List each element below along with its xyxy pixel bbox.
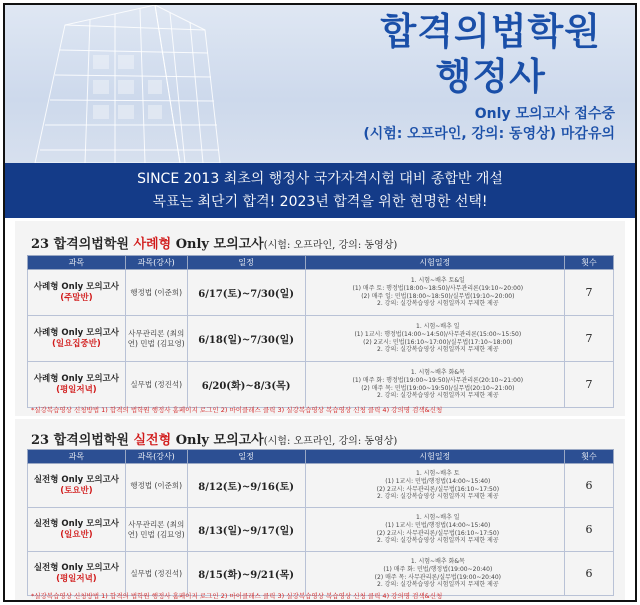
hero-subtitle-1: Only 모의고사 접수중 xyxy=(474,106,615,122)
detail-cell xyxy=(305,464,564,508)
table-row xyxy=(28,552,614,596)
hero-title-line1: 합격의법학원 xyxy=(380,10,601,53)
course-cell xyxy=(28,270,126,316)
subject-cell: 실무법 (정진석) xyxy=(125,362,187,408)
slogan-line-1: SINCE 2013 최초의 행정사 국가자격시험 대비 종합반 개설 xyxy=(137,171,503,187)
period-cell: 6/20(화)~8/3(목) xyxy=(187,362,305,408)
column-header: 횟수 xyxy=(565,450,614,464)
count-cell: 7 xyxy=(565,316,614,362)
column-header: 과목 xyxy=(28,450,126,464)
period-cell: 8/12(토)~9/16(토) xyxy=(187,464,305,508)
table-header-row xyxy=(28,450,614,464)
hero-banner xyxy=(5,5,635,163)
detail-cell xyxy=(305,362,564,408)
count-cell: 6 xyxy=(565,508,614,552)
subject-cell: 사무관리론 (최의연) 민법 (김묘영) xyxy=(125,508,187,552)
detail-line: 1. 시험~배추 토 xyxy=(416,470,460,478)
table-row xyxy=(28,464,614,508)
section-title-prefix: 23 합격의법학원 xyxy=(31,237,134,252)
count-cell: 7 xyxy=(565,270,614,316)
detail-line: 1. 시험~배추 토&일 xyxy=(410,277,465,285)
period-cell: 8/13(일)~9/17(일) xyxy=(187,508,305,552)
course-tag: (평일저녁) xyxy=(56,384,97,395)
detail-line: (2) 2교시: 민법(16:10~17:00)/실무법(17:10~18:00) xyxy=(363,338,513,346)
section-title-note: (시험: 오프라인, 강의: 동영상) xyxy=(263,240,398,251)
hero-title-line2: 행정사 xyxy=(435,55,546,98)
course-tag: (일요집중반) xyxy=(51,338,101,349)
detail-cell xyxy=(305,552,564,596)
course-tag: (토요반) xyxy=(60,485,93,496)
section-note: *실강복습영상 신청방법 1) 합격의 법학원 행정사 홈페이지 로그인 2) 마이클래스 클릭 3) 실강복습영상 복습영상 신청 클릭 4) 강의명 검색&신청 xyxy=(31,406,443,414)
schedule-table-case xyxy=(27,255,614,408)
course-tag: (평일저녁) xyxy=(56,573,97,584)
slogan-band xyxy=(5,163,635,218)
table-row xyxy=(28,508,614,552)
count-cell: 6 xyxy=(565,552,614,596)
section-title-suffix: Only 모의고사 xyxy=(171,433,264,448)
subject-cell: 실무법 (정진석) xyxy=(125,552,187,596)
course-name: 사례형 Only 모의고사 xyxy=(33,327,119,338)
hero-subtitle-2: (시험: 오프라인, 강의: 동영상) 마감유의 xyxy=(363,126,615,142)
detail-line: 2. 강의: 실강복습영상 시험일까지 무제한 제공 xyxy=(377,300,499,308)
table-header-row xyxy=(28,256,614,270)
poster xyxy=(3,3,637,602)
slogan-line-2: 목표는 최단기 합격! 2023년 합격을 위한 현명한 선택! xyxy=(152,194,488,210)
detail-line: 1. 시험~배추 일 xyxy=(416,323,460,331)
course-cell xyxy=(28,464,126,508)
detail-line: (2) 2교시: 사무관리론/실무법(16:10~17:50) xyxy=(376,485,500,493)
course-cell xyxy=(28,316,126,362)
detail-line: (1) 매주 화: 행정법(19:00~19:50)/사무관리론(20:10~21:00) xyxy=(352,376,524,384)
detail-line: (2) 2교시: 사무관리론/실무법(16:10~17:50) xyxy=(376,529,500,537)
subject-cell: 행정법 (이준희) xyxy=(125,464,187,508)
detail-line: (2) 매주 목: 사무관리론/실무법(19:00~20:40) xyxy=(374,573,501,581)
course-tag: (주말반) xyxy=(60,292,93,303)
detail-line: 2. 강의: 실강복습영상 시험일까지 무제한 제공 xyxy=(377,537,499,545)
detail-line: (2) 매주 목: 민법(19:00~19:50)/실무법(20:10~21:00) xyxy=(361,384,515,392)
course-name: 실전형 Only 모의고사 xyxy=(33,518,119,529)
schedule-table-real xyxy=(27,449,614,596)
detail-line: 2. 강의: 실강복습영상 시험일까지 무제한 제공 xyxy=(377,493,499,501)
course-cell xyxy=(28,552,126,596)
column-header: 과목(강사) xyxy=(125,450,187,464)
detail-line: 1. 시험~배추 화&목 xyxy=(410,369,465,377)
count-cell: 7 xyxy=(565,362,614,408)
detail-line: 1. 시험~배추 화&목 xyxy=(410,558,465,566)
course-name: 사례형 Only 모의고사 xyxy=(33,281,119,292)
period-cell: 6/17(토)~7/30(일) xyxy=(187,270,305,316)
count-cell: 6 xyxy=(565,464,614,508)
detail-cell xyxy=(305,508,564,552)
subject-cell: 사무관리론 (최의연) 민법 (김묘영) xyxy=(125,316,187,362)
table-row xyxy=(28,316,614,362)
detail-cell xyxy=(305,270,564,316)
section-title-note: (시험: 오프라인, 강의: 동영상) xyxy=(263,436,398,447)
column-header: 일정 xyxy=(187,256,305,270)
table-row xyxy=(28,270,614,316)
column-header: 과목(강사) xyxy=(125,256,187,270)
column-header: 시험일정 xyxy=(305,256,564,270)
section-title-case xyxy=(31,233,397,252)
course-name: 실전형 Only 모의고사 xyxy=(33,562,119,573)
table-row xyxy=(28,362,614,408)
period-cell: 6/18(일)~7/30(일) xyxy=(187,316,305,362)
detail-line: (1) 1교시: 민법/행정법(14:00~15:40) xyxy=(385,521,491,529)
course-cell xyxy=(28,508,126,552)
detail-line: (1) 1교시: 행정법(14:00~14:50)/사무관리론(15:00~15:50) xyxy=(354,330,522,338)
course-tag: (일요반) xyxy=(60,529,93,540)
detail-line: 2. 강의: 실강복습영상 시험일까지 무제한 제공 xyxy=(377,581,499,589)
detail-line: 1. 시험~배추 일 xyxy=(416,514,460,522)
detail-line: 2. 강의: 실강복습영상 시험일까지 무제한 제공 xyxy=(377,346,499,354)
detail-line: (1) 매주 토: 행정법(18:00~18:50)/사무관리론(19:10~20:00) xyxy=(352,284,524,292)
column-header: 과목 xyxy=(28,256,126,270)
column-header: 시험일정 xyxy=(305,450,564,464)
section-title-prefix: 23 합격의법학원 xyxy=(31,433,134,448)
detail-line: (1) 1교시: 민법/행정법(14:00~15:40) xyxy=(385,477,491,485)
subject-cell: 행정법 (이준희) xyxy=(125,270,187,316)
course-name: 실전형 Only 모의고사 xyxy=(33,474,119,485)
column-header: 횟수 xyxy=(565,256,614,270)
section-title-real xyxy=(31,429,397,448)
building-illustration xyxy=(5,5,285,163)
section-title-accent: 사례형 xyxy=(133,237,172,252)
section-title-suffix: Only 모의고사 xyxy=(171,237,264,252)
detail-line: (1) 매주 화: 민법/행정법(19:00~20:40) xyxy=(383,565,493,573)
detail-cell xyxy=(305,316,564,362)
detail-line: (2) 매주 일: 민법(18:00~18:50)/실무법(19:10~20:00) xyxy=(361,292,515,300)
column-header: 일정 xyxy=(187,450,305,464)
course-cell xyxy=(28,362,126,408)
section-title-accent: 실전형 xyxy=(133,433,172,448)
section-note: *실강복습영상 신청방법 1) 합격의 법학원 행정사 홈페이지 로그인 2) 마이클래스 클릭 3) 실강복습영상 복습영상 신청 클릭 4) 강의명 검색&신청 xyxy=(31,592,443,600)
detail-line: 2. 강의: 실강복습영상 시험일까지 무제한 제공 xyxy=(377,392,499,400)
course-name: 사례형 Only 모의고사 xyxy=(33,373,119,384)
period-cell: 8/15(화)~9/21(목) xyxy=(187,552,305,596)
hero-title xyxy=(381,9,601,99)
